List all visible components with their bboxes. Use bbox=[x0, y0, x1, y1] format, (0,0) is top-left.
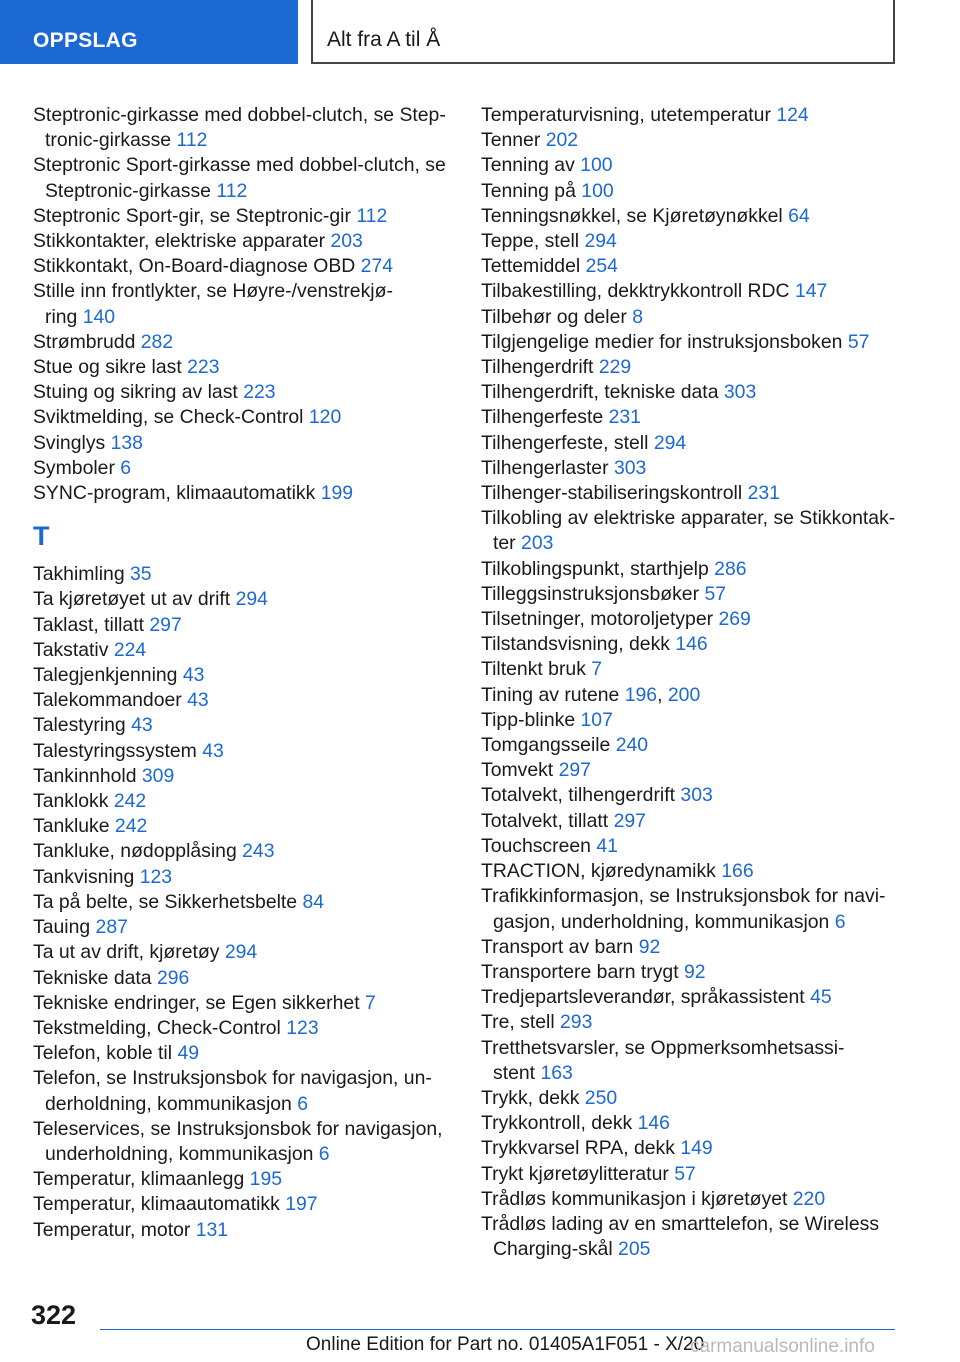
page-reference-link[interactable]: 199 bbox=[320, 482, 354, 505]
entry-term: Talestyring bbox=[33, 714, 126, 737]
entry-term: Tilhengerfeste, stell bbox=[481, 431, 649, 454]
entry-term: Ta på belte, se Sikkerhetsbelte bbox=[33, 890, 298, 913]
index-entry bbox=[481, 431, 911, 456]
index-entry bbox=[481, 380, 911, 405]
entry-term: Tettemiddel bbox=[481, 255, 581, 278]
entry-term: Tekniske endringer, se Egen sikkerhet bbox=[33, 991, 360, 1014]
page-reference-link[interactable]: 131 bbox=[195, 1218, 229, 1241]
index-column-left bbox=[33, 103, 453, 1243]
page-reference-link[interactable]: 43 bbox=[182, 664, 205, 687]
index-entry bbox=[33, 764, 453, 789]
index-entry bbox=[481, 1136, 911, 1161]
entry-term: Tilhengerfeste bbox=[481, 406, 604, 429]
entry-term: Temperaturvisning, utetemperatur bbox=[481, 104, 771, 126]
entry-term-continued: gasjon, underholdning, kommunikasjon 6 bbox=[493, 910, 846, 933]
index-entry bbox=[481, 834, 911, 859]
index-entry bbox=[33, 103, 453, 153]
entry-term: Tilhengerdrift bbox=[481, 356, 594, 379]
index-entry bbox=[33, 713, 453, 738]
header-title: Alt fra A til Å bbox=[327, 28, 441, 51]
entry-term: Temperatur, klimaanlegg bbox=[33, 1168, 245, 1191]
page-reference-link[interactable]: 287 bbox=[95, 916, 128, 939]
page-reference-link[interactable]: 149 bbox=[680, 1137, 713, 1160]
page-reference-link[interactable]: 282 bbox=[140, 330, 174, 353]
entry-term-continued: ter 203 bbox=[493, 532, 554, 555]
page-reference-link[interactable]: 250 bbox=[584, 1086, 618, 1109]
page-reference-link[interactable]: 203 bbox=[521, 532, 554, 555]
index-entry: Tining av rutene 196, 200 bbox=[481, 683, 701, 706]
page-reference-link[interactable]: 45 bbox=[810, 986, 832, 1009]
page-reference-link[interactable]: 146 bbox=[637, 1112, 670, 1135]
page-reference-link[interactable]: 8 bbox=[632, 305, 644, 328]
entry-term: Tenning av bbox=[481, 154, 575, 177]
page-reference-link[interactable]: 166 bbox=[721, 860, 754, 883]
index-entry bbox=[33, 587, 453, 612]
page-reference-link[interactable]: 6 bbox=[120, 456, 132, 479]
index-entry bbox=[33, 431, 453, 456]
footer-divider bbox=[100, 1329, 895, 1330]
page-reference-link[interactable]: 41 bbox=[596, 834, 618, 857]
entry-term: Tanklokk bbox=[33, 790, 109, 813]
entry-term: Tankinnhold bbox=[33, 764, 137, 787]
index-entry bbox=[33, 1218, 453, 1243]
page-reference-link[interactable]: 242 bbox=[114, 815, 148, 838]
entry-term: Touchscreen bbox=[481, 834, 591, 857]
entry-term: Tilleggsinstruksjonsbøker bbox=[481, 582, 700, 605]
page-reference-link[interactable]: 43 bbox=[187, 689, 209, 712]
index-entry bbox=[481, 405, 911, 430]
index-entry bbox=[481, 657, 911, 682]
entry-term: Transport av barn bbox=[481, 935, 634, 958]
entry-term: Stue og sikre last bbox=[33, 356, 182, 379]
index-entry bbox=[33, 613, 453, 638]
entry-term: Trafikkinformasjon, se Instruksjonsbok for navi- bbox=[481, 885, 886, 908]
index-entry bbox=[481, 809, 911, 834]
index-entry bbox=[481, 204, 911, 229]
index-entry bbox=[481, 1086, 911, 1111]
entry-term: Stuing og sikring av last bbox=[33, 381, 238, 404]
index-entry bbox=[33, 153, 453, 203]
index-entry bbox=[33, 204, 453, 229]
page-reference-link[interactable]: 240 bbox=[615, 734, 649, 757]
index-entry bbox=[33, 966, 453, 991]
page-reference-link[interactable]: 163 bbox=[540, 1061, 573, 1084]
page-reference-link[interactable]: 297 bbox=[613, 809, 646, 832]
entry-term: Trådløs lading av en smarttelefon, se Wireless bbox=[481, 1212, 880, 1235]
page-reference-link[interactable]: 138 bbox=[110, 431, 143, 454]
page-reference-link[interactable]: 124 bbox=[776, 104, 809, 126]
page-reference-link[interactable]: 195 bbox=[249, 1168, 283, 1191]
entry-term: Tilsetninger, motoroljetyper bbox=[481, 608, 714, 631]
page-reference-link[interactable]: 6 bbox=[297, 1092, 309, 1115]
index-entry bbox=[481, 708, 911, 733]
index-entry bbox=[33, 1167, 453, 1192]
section-letter: T bbox=[33, 521, 50, 552]
index-entry bbox=[33, 915, 453, 940]
page-reference-link[interactable]: 64 bbox=[788, 204, 810, 227]
index-entry bbox=[33, 839, 453, 864]
index-entry bbox=[33, 663, 453, 688]
page-reference-link[interactable]: 242 bbox=[113, 790, 147, 813]
index-entry bbox=[33, 991, 453, 1016]
page-reference-link[interactable]: 100 bbox=[580, 154, 613, 177]
index-entry bbox=[33, 739, 453, 764]
entry-term: Ta ut av drift, kjøretøy bbox=[33, 941, 220, 964]
page-reference-link[interactable]: 202 bbox=[545, 129, 579, 152]
page-reference-link[interactable]: 303 bbox=[613, 456, 647, 479]
entry-term-continued: derholdning, kommunikasjon 6 bbox=[45, 1092, 309, 1115]
entry-term: Trykt kjøretøylitteratur bbox=[481, 1162, 669, 1185]
entry-term: Talestyringssystem bbox=[33, 739, 197, 762]
page-reference-link[interactable]: 223 bbox=[243, 381, 276, 404]
index-entry bbox=[481, 607, 911, 632]
page-reference-link[interactable]: 294 bbox=[584, 230, 617, 253]
entry-term: Tre, stell bbox=[481, 1011, 555, 1034]
entry-term: Tilkoblingspunkt, starthjelp bbox=[481, 557, 709, 580]
index-entry bbox=[481, 985, 911, 1010]
index-entry bbox=[33, 890, 453, 915]
index-entry bbox=[33, 405, 453, 430]
page-reference-link[interactable]: 120 bbox=[308, 406, 342, 429]
entry-term: Tankluke bbox=[33, 815, 110, 838]
entry-term: Tredjepartsleverandør, språkassistent bbox=[481, 986, 805, 1009]
entry-term-continued: ring 140 bbox=[45, 305, 116, 328]
entry-term: Trådløs kommunikasjon i kjøretøyet bbox=[481, 1187, 788, 1210]
header-section-label: OPPSLAG bbox=[33, 29, 138, 52]
page-reference-link[interactable]: 140 bbox=[82, 305, 116, 328]
page-reference-link[interactable]: 297 bbox=[558, 759, 591, 782]
index-list-t bbox=[33, 562, 453, 1242]
page-reference-link[interactable]: 6 bbox=[834, 910, 846, 933]
page-reference-link[interactable]: 294 bbox=[224, 941, 258, 964]
entry-term: Telefon, koble til bbox=[33, 1042, 173, 1065]
page-reference-link[interactable]: 100 bbox=[581, 179, 614, 202]
page-reference-link[interactable]: 197 bbox=[285, 1193, 318, 1216]
index-entry bbox=[481, 557, 911, 582]
entry-term: Tekstmelding, Check-Control bbox=[33, 1016, 281, 1039]
page-reference-link[interactable]: 6 bbox=[318, 1142, 330, 1165]
entry-term: Teleservices, se Instruksjonsbok for navigasjon, bbox=[33, 1117, 443, 1140]
index-entry bbox=[33, 456, 453, 481]
index-entry bbox=[33, 789, 453, 814]
page-reference-link[interactable]: 43 bbox=[131, 714, 153, 737]
index-entry bbox=[33, 638, 453, 663]
page-reference-link[interactable]: 7 bbox=[591, 658, 603, 681]
entry-term: Totalvekt, tillatt bbox=[481, 809, 609, 832]
page-reference-link[interactable]: 231 bbox=[747, 482, 780, 505]
page-reference-link[interactable]: 57 bbox=[847, 330, 870, 353]
entry-term: Svinglys bbox=[33, 431, 106, 454]
entry-term: TRACTION, kjøredynamikk bbox=[481, 860, 716, 883]
entry-term-continued: underholdning, kommunikasjon 6 bbox=[45, 1142, 330, 1165]
entry-term: Temperatur, klimaautomatikk bbox=[33, 1193, 280, 1216]
entry-term: Tilstandsvisning, dekk bbox=[481, 633, 670, 656]
page-reference-link[interactable]: 296 bbox=[156, 966, 190, 989]
entry-term: Trykkontroll, dekk bbox=[481, 1112, 633, 1135]
index-entry bbox=[481, 128, 911, 153]
index-entry bbox=[481, 153, 911, 178]
entry-term: SYNC-program, klimaautomatikk bbox=[33, 482, 316, 505]
entry-term: Tilkobling av elektriske apparater, se Stikkontak- bbox=[481, 507, 896, 530]
entry-term: Ta kjøretøyet ut av drift bbox=[33, 588, 231, 611]
index-entry bbox=[33, 562, 453, 587]
footer-edition: Online Edition for Part no. 01405A1F051 - X/20 bbox=[306, 1334, 705, 1355]
page-reference-link[interactable]: 43 bbox=[202, 739, 224, 762]
index-entry bbox=[481, 330, 911, 355]
index-entry bbox=[33, 481, 453, 506]
index-entry bbox=[33, 1192, 453, 1217]
index-entry bbox=[481, 279, 911, 304]
page-reference-link[interactable]: 200 bbox=[667, 683, 701, 706]
index-entry bbox=[481, 1162, 911, 1187]
entry-term: Tilgjengelige medier for instruksjonsboken bbox=[481, 330, 843, 353]
page-reference-link[interactable]: 293 bbox=[560, 1011, 593, 1034]
page-reference-link[interactable]: 297 bbox=[149, 613, 182, 636]
header-section-tab bbox=[0, 0, 298, 64]
entry-term-continued: Charging-skål 205 bbox=[493, 1238, 651, 1261]
entry-term: Tilhengerlaster bbox=[481, 456, 609, 479]
page-reference-link[interactable]: 107 bbox=[580, 708, 613, 731]
page-reference-link[interactable]: 220 bbox=[792, 1187, 826, 1210]
index-entry bbox=[481, 960, 911, 985]
header-title-box bbox=[311, 0, 895, 64]
entry-term: Stikkontakter, elektriske apparater bbox=[33, 230, 326, 253]
entry-term: Steptronic-girkasse med dobbel-clutch, se Step- bbox=[33, 104, 446, 126]
entry-term: Sviktmelding, se Check-Control bbox=[33, 406, 304, 429]
index-entry bbox=[481, 456, 911, 481]
index-entry bbox=[481, 229, 911, 254]
page-reference-link[interactable]: 57 bbox=[674, 1162, 696, 1185]
entry-term: Tankvisning bbox=[33, 865, 135, 888]
entry-term: Tankluke, nødopplåsing bbox=[33, 840, 237, 863]
index-entry bbox=[481, 481, 911, 506]
entry-term: Totalvekt, tilhengerdrift bbox=[481, 784, 676, 807]
index-entry bbox=[33, 688, 453, 713]
index-entry bbox=[33, 1016, 453, 1041]
page-reference-link[interactable]: 309 bbox=[141, 764, 175, 787]
index-entry bbox=[481, 305, 911, 330]
index-entry bbox=[33, 355, 453, 380]
entry-term: Tilbakestilling, dekktrykkontroll RDC bbox=[481, 280, 790, 303]
index-entry bbox=[481, 783, 911, 808]
index-entry bbox=[481, 1187, 911, 1212]
index-list-right bbox=[481, 103, 911, 1262]
page-reference-link[interactable]: 112 bbox=[216, 179, 248, 202]
index-entry bbox=[33, 1066, 453, 1116]
entry-term-continued: stent 163 bbox=[493, 1061, 573, 1084]
entry-term: Strømbrudd bbox=[33, 330, 136, 353]
page-reference-link[interactable]: 35 bbox=[130, 563, 152, 586]
page-reference-link[interactable]: 123 bbox=[139, 865, 173, 888]
page-reference-link[interactable]: 203 bbox=[330, 230, 363, 253]
entry-term: Trykk, dekk bbox=[481, 1086, 580, 1109]
index-list-s bbox=[33, 103, 453, 506]
index-entry bbox=[33, 1041, 453, 1066]
page-reference-link[interactable]: 303 bbox=[723, 381, 757, 404]
index-entry bbox=[481, 1212, 911, 1262]
page-reference-link[interactable]: 286 bbox=[714, 557, 747, 580]
index-entry bbox=[481, 179, 911, 204]
entry-term: Tenner bbox=[481, 129, 541, 152]
entry-term: Tekniske data bbox=[33, 966, 152, 989]
entry-term: Steptronic Sport-girkasse med dobbel-clutch, se bbox=[33, 154, 446, 177]
page-reference-link[interactable]: 123 bbox=[286, 1016, 319, 1039]
entry-term: Stikkontakt, On-Board-diagnose OBD bbox=[33, 255, 356, 278]
entry-term: Telefon, se Instruksjonsbok for navigasjon, un- bbox=[33, 1067, 432, 1090]
entry-term: Takstativ bbox=[33, 638, 109, 661]
page-reference-link[interactable]: 243 bbox=[242, 840, 275, 863]
index-entry bbox=[33, 940, 453, 965]
entry-term: Tenning på bbox=[481, 179, 576, 202]
entry-term: Symboler bbox=[33, 456, 115, 479]
index-entry bbox=[481, 103, 911, 128]
entry-term: Tipp-blinke bbox=[481, 708, 576, 731]
page-reference-link[interactable]: 92 bbox=[683, 960, 706, 983]
index-entry bbox=[481, 1010, 911, 1035]
entry-term: Stille inn frontlykter, se Høyre-/venstrekjø- bbox=[33, 280, 393, 303]
entry-term: Tauing bbox=[33, 916, 91, 939]
index-entry bbox=[481, 935, 911, 960]
page-reference-link[interactable]: 7 bbox=[364, 991, 376, 1014]
entry-term: Steptronic Sport-gir, se Steptronic-gir bbox=[33, 204, 351, 227]
entry-term: Taklast, tillatt bbox=[33, 613, 144, 636]
page-reference-link[interactable]: 147 bbox=[794, 280, 828, 303]
entry-term: Tining av rutene bbox=[481, 683, 620, 706]
page-reference-link[interactable]: 231 bbox=[608, 406, 641, 429]
watermark: carmanualsonline.info bbox=[690, 1336, 875, 1357]
page-reference-link[interactable]: 57 bbox=[704, 582, 727, 605]
entry-term-continued: tronic-girkasse 112 bbox=[45, 129, 208, 152]
index-entry bbox=[481, 758, 911, 783]
index-entry bbox=[33, 1117, 453, 1167]
page-reference-link[interactable]: 205 bbox=[618, 1238, 651, 1261]
entry-term: Tiltenkt bruk bbox=[481, 658, 586, 681]
index-entry bbox=[481, 355, 911, 380]
entry-term: Teppe, stell bbox=[481, 230, 580, 253]
page-reference-link[interactable]: 224 bbox=[113, 638, 147, 661]
page-reference-link[interactable]: 274 bbox=[360, 255, 394, 278]
page-reference-link[interactable]: 229 bbox=[598, 356, 632, 379]
index-entry bbox=[481, 733, 911, 758]
index-entry bbox=[481, 632, 911, 657]
index-entry bbox=[481, 1036, 911, 1086]
page-reference-link[interactable]: 294 bbox=[653, 431, 687, 454]
entry-term: Tenningsnøkkel, se Kjøretøynøkkel bbox=[481, 204, 783, 227]
page-reference-link[interactable]: 254 bbox=[585, 255, 618, 278]
page-reference-link[interactable]: 196 bbox=[624, 683, 658, 706]
index-entry bbox=[481, 859, 911, 884]
entry-term-continued: Steptronic-girkasse 112 bbox=[45, 179, 248, 202]
index-entry bbox=[481, 254, 911, 279]
page-reference-link[interactable]: 223 bbox=[187, 356, 220, 379]
index-entry bbox=[33, 279, 453, 329]
index-entry bbox=[33, 254, 453, 279]
page-reference-link[interactable]: 112 bbox=[356, 204, 388, 227]
entry-term: Trykkvarsel RPA, dekk bbox=[481, 1137, 675, 1160]
entry-term: Talekommandoer bbox=[33, 689, 182, 712]
entry-term: Tomgangsseile bbox=[481, 734, 611, 757]
index-entry bbox=[481, 1111, 911, 1136]
page-reference-link[interactable]: 92 bbox=[638, 935, 661, 958]
index-entry bbox=[33, 814, 453, 839]
page-reference-link[interactable]: 269 bbox=[718, 608, 751, 631]
entry-term: Talegjenkjenning bbox=[33, 664, 178, 687]
index-entry bbox=[33, 330, 453, 355]
index-entry bbox=[481, 884, 911, 934]
index-column-right bbox=[481, 103, 911, 1262]
page-reference-link[interactable]: 303 bbox=[680, 784, 713, 807]
page-reference-link[interactable]: 112 bbox=[176, 129, 208, 152]
page-reference-link[interactable]: 49 bbox=[177, 1042, 200, 1065]
index-entry bbox=[33, 865, 453, 890]
entry-term: Tilbehør og deler bbox=[481, 305, 627, 328]
entry-term: Tilhengerdrift, tekniske data bbox=[481, 381, 719, 404]
entry-term: Transportere barn trygt bbox=[481, 960, 679, 983]
index-entry bbox=[33, 380, 453, 405]
page-number: 322 bbox=[31, 1300, 77, 1330]
index-entry bbox=[33, 229, 453, 254]
page-reference-link[interactable]: 146 bbox=[675, 633, 708, 656]
page-reference-link[interactable]: 84 bbox=[302, 890, 325, 913]
entry-term: Tretthetsvarsler, se Oppmerksomhetsassi- bbox=[481, 1036, 845, 1059]
index-entry bbox=[481, 582, 911, 607]
entry-term: Tomvekt bbox=[481, 759, 554, 782]
entry-term: Temperatur, motor bbox=[33, 1218, 191, 1241]
entry-term: Tilhenger-stabiliseringskontroll bbox=[481, 482, 743, 505]
entry-term: Takhimling bbox=[33, 563, 125, 586]
page-reference-link[interactable]: 294 bbox=[235, 588, 268, 611]
index-entry bbox=[481, 506, 911, 556]
